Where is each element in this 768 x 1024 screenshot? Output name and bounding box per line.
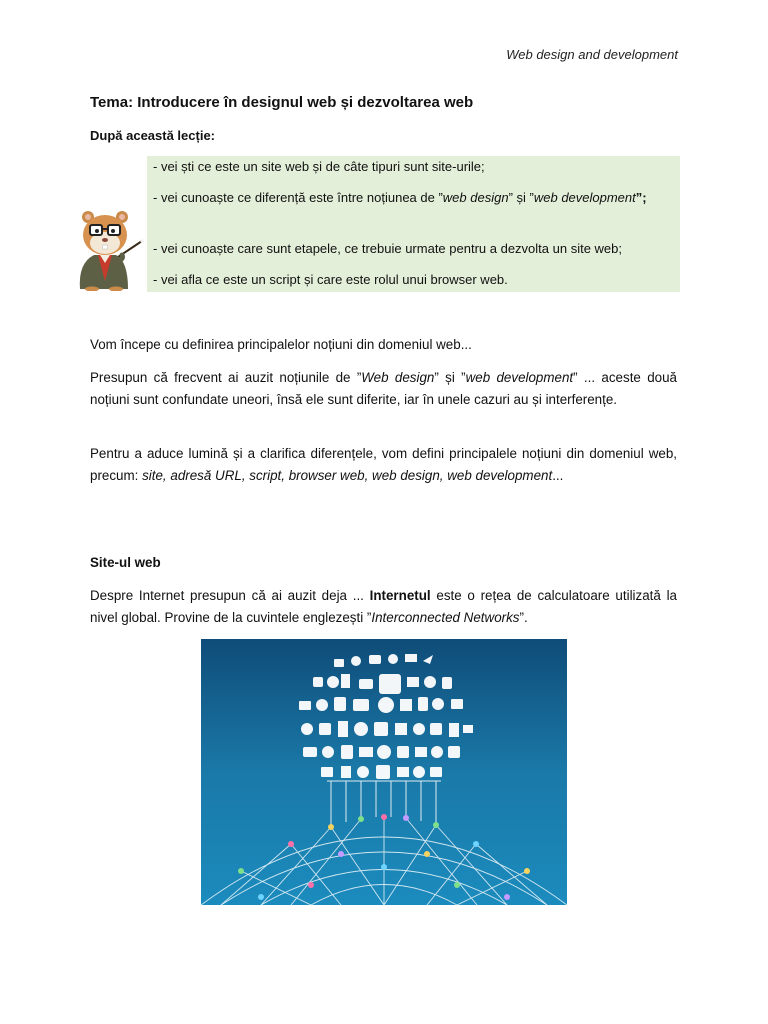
section-heading: Site-ul web xyxy=(90,555,161,570)
icon-cloud xyxy=(299,654,473,794)
objective-item: - vei cunoaște care sunt etapele, ce trebuie urmate pentru a dezvolta un site web; xyxy=(153,241,622,256)
objective-item: - vei afla ce este un script și care este rolul unui browser web. xyxy=(153,272,508,287)
lesson-title: Tema: Introducere în designul web și dezvoltarea web xyxy=(90,94,474,111)
globe-mesh xyxy=(201,817,567,905)
objective-item: - vei cunoaște ce diferență este între noțiunea de ”web design” și ”web development”; xyxy=(153,190,647,205)
intro-paragraph: Presupun că frecvent ai auzit noțiunile de ”Web design” și ”web development” ... aceste două noțiuni sunt confundate uneori, însă ele sunt diferite, iar în unele cazuri au și interferențe. xyxy=(90,370,677,407)
network-globe-icon xyxy=(201,639,567,905)
objectives-heading: După această lecție: xyxy=(90,128,216,143)
running-header: Web design and development xyxy=(506,47,678,62)
hamster-teacher-icon xyxy=(70,205,144,291)
internet-illustration xyxy=(201,639,567,905)
intro-paragraph: Pentru a aduce lumină și a clarifica diferențele, vom defini principalele noțiuni din domeniul web, precum: site, adresă URL, script, browser web, web design, web development... xyxy=(90,446,677,483)
objectives-box xyxy=(147,156,680,292)
section-paragraph: Despre Internet presupun că ai auzit deja ... Internetul este o rețea de calculatoare utilizată la nivel global. Provine de la cuvintele englezești ”Interconnected Networks”. xyxy=(90,588,677,625)
objective-item: - vei ști ce este un site web și de câte tipuri sunt site-urile; xyxy=(153,159,485,174)
intro-paragraph: Vom începe cu definirea principalelor noțiuni din domeniul web... xyxy=(90,337,472,352)
